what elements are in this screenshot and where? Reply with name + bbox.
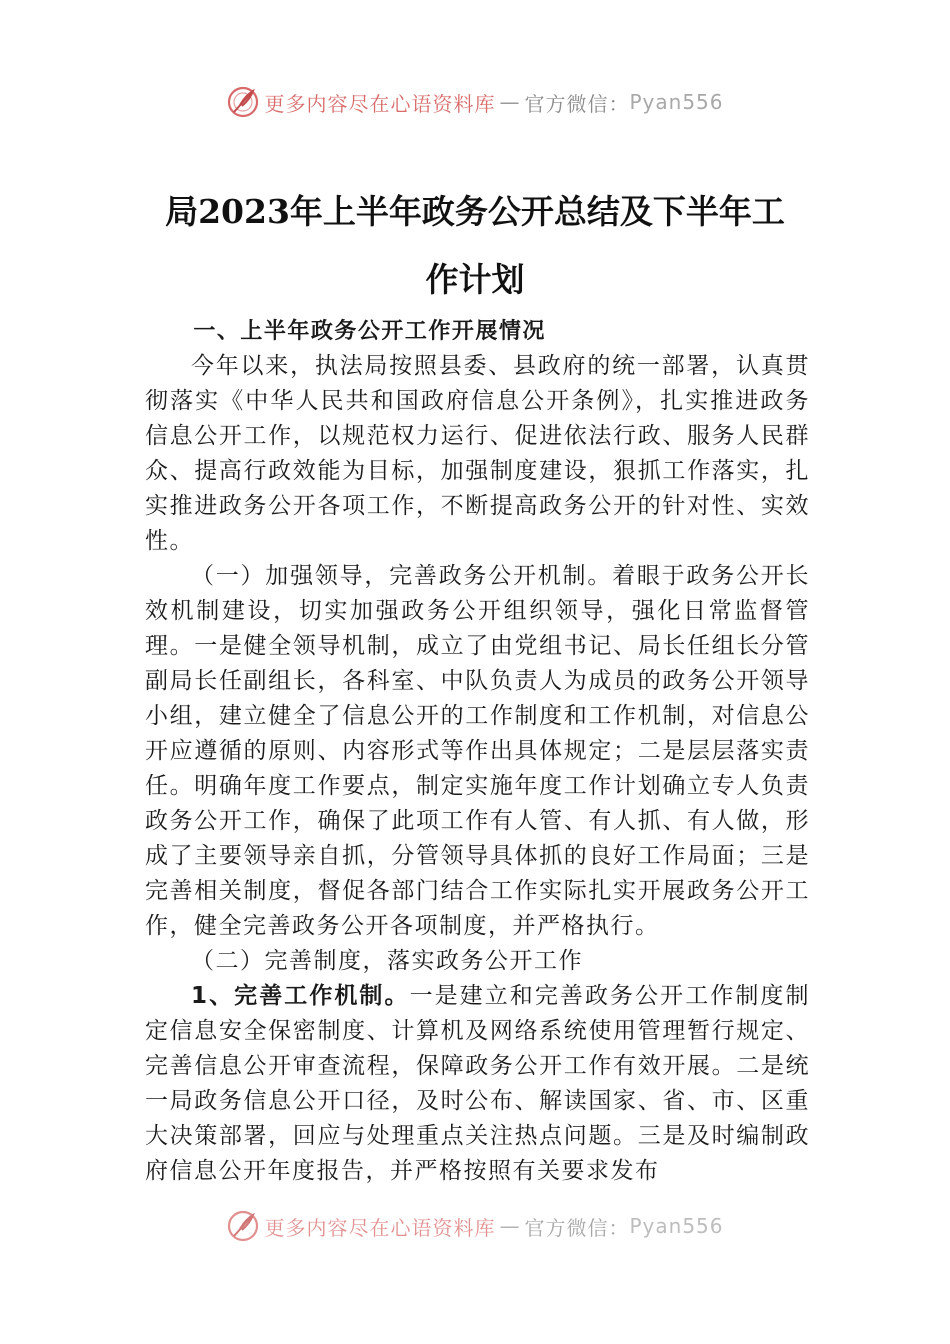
watermark-separator: — <box>499 90 521 114</box>
feather-logo-icon <box>226 85 260 119</box>
paragraph-sub1 <box>145 559 810 944</box>
watermark-footer-text: 更多内容尽在心语资料库 <box>264 1215 496 1240</box>
watermark-contact-id: Pyan556 <box>629 90 724 114</box>
sub1-body: 着眼于政务公开长效机制建设，切实加强政务公开组织领导，强化日常监督管理。一是健全领导机制，成立了由党组书记、局长任组长分管副局长任副组长，各科室、中队负责人为成员的政务公开领导小组，建立健全了信息公开的工作制度和工作机制，对信息公开应遵循的原则、内容形式等作出具体规定；二是层层落实责任。明确年度工作要点，制定实施年度工作计划确立专人负责政务公开工作，确保了此项工作有人管、有人抓、有人做，形成了主要领导亲自抓，分管领导具体抓的良好工作局面；三是完善相关制度，督促各部门结合工作实际扎实开展政务公开工作，健全完善政务公开各项制度，并严格执行。 <box>145 563 811 939</box>
feather-logo-icon <box>226 1209 260 1243</box>
item1-lead: 1、完善工作机制。 <box>191 983 410 1009</box>
watermark-footer-contact-id: Pyan556 <box>629 1214 724 1238</box>
section-heading-1: 一、上半年政务公开工作开展情况 <box>193 319 546 344</box>
document-body <box>145 314 810 1189</box>
watermark-text: 更多内容尽在心语资料库 <box>264 91 496 116</box>
watermark-header <box>0 82 950 122</box>
watermark-contact-label: 官方微信： <box>524 91 630 116</box>
sub2-heading: （二）完善制度，落实政务公开工作 <box>191 948 583 974</box>
paragraph-intro: 今年以来，执法局按照县委、县政府的统一部署，认真贯彻落实《中华人民共和国政府信息公开条例》，扎实推进政务信息公开工作，以规范权力运行、促进依法行政、服务人民群众、提高行政效能为目标，加强制度建设，狠抓工作落实，扎实推进政务公开各项工作，不断提高政务公开的针对性、实效性。 <box>145 353 810 554</box>
document-title-line2: 作计划 <box>425 260 525 299</box>
watermark-footer-contact-label: 官方微信： <box>524 1215 630 1240</box>
watermark-footer <box>0 1206 950 1246</box>
watermark-footer-separator: — <box>499 1214 521 1238</box>
item1-body: 一是建立和完善政务公开工作制度制定信息安全保密制度、计算机及网络系统使用管理暂行规定、完善信息公开审查流程，保障政务公开工作有效开展。二是统一局政务信息公开口径，及时公布、解读国家、省、市、区重大决策部署，回应与处理重点关注热点问题。三是及时编制政府信息公开年度报告，并严格按照有关要求发布 <box>145 983 810 1184</box>
paragraph-item1 <box>145 979 810 1189</box>
document-title-line1: 局2023年上半年政务公开总结及下半年工 <box>165 192 785 231</box>
sub1-heading: （一）加强领导，完善政务公开机制。 <box>191 563 613 589</box>
